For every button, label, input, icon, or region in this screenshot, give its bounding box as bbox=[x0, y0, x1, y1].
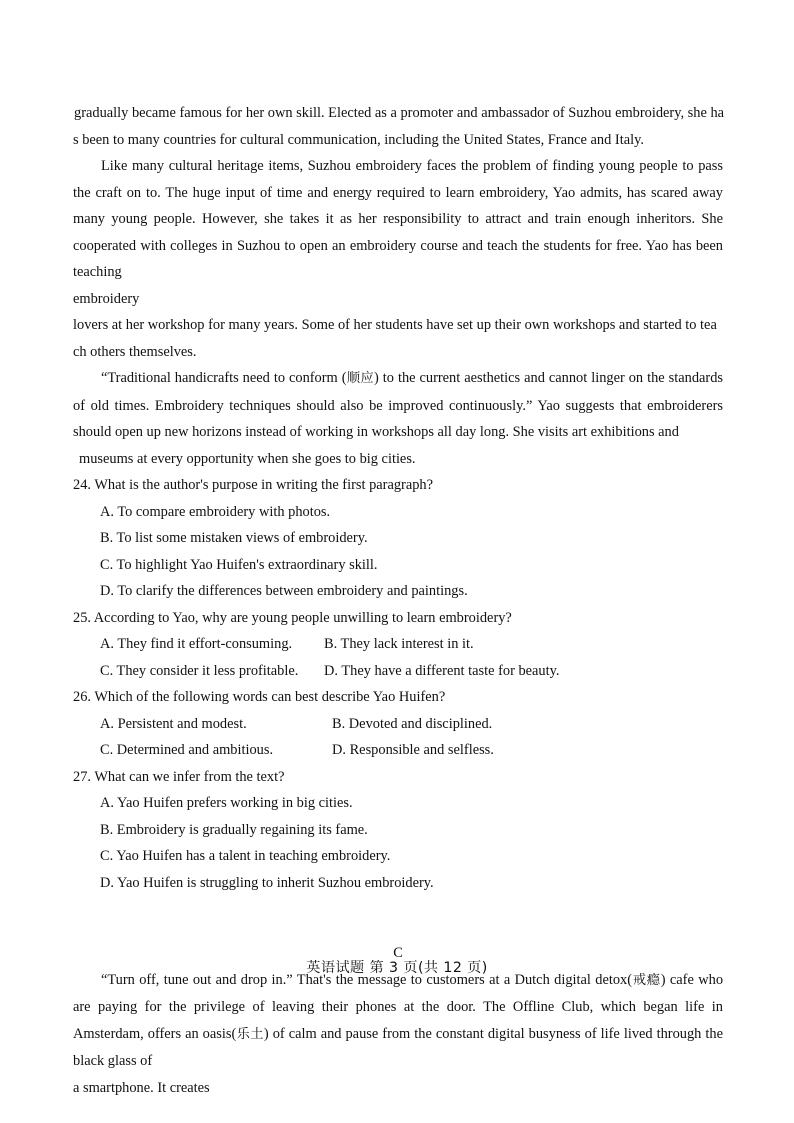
passage-c-part-3: ) of calm and pause from the constant digital busyness of life lived through the black glass of bbox=[73, 1025, 723, 1069]
passage-c-last-line: a smartphone. It creates bbox=[73, 1079, 210, 1096]
passage-b-paragraph-2-tail-line-1: lovers at her workshop for many years. Some of her students have set up their own workshops and started to tea bbox=[73, 317, 717, 333]
question-24-stem: 24. What is the author's purpose in writing the first paragraph? bbox=[73, 477, 434, 493]
passage-c-section-letter: C bbox=[393, 945, 403, 961]
question-24-option-b[interactable]: B. To list some mistaken views of embroidery. bbox=[100, 530, 368, 546]
question-26-options-row-1 bbox=[73, 711, 723, 738]
question-25-option-b[interactable]: B. They lack interest in it. bbox=[324, 636, 474, 652]
question-27-option-d[interactable]: D. Yao Huifen is struggling to inherit Suzhou embroidery. bbox=[100, 874, 434, 891]
passage-c-paragraph-1 bbox=[73, 967, 723, 1075]
question-24-options bbox=[73, 499, 723, 605]
question-25-option-d[interactable]: D. They have a different taste for beauty. bbox=[324, 662, 560, 679]
passage-c-part-2: ) cafe who are paying for the privilege of leaving their phones at the door. The Offline Club, which began life in Amsterdam, offers an oasis( bbox=[73, 971, 724, 1042]
question-27-option-b[interactable]: B. Embroidery is gradually regaining its fame. bbox=[100, 821, 368, 838]
passage-b-continuation-line-2: s been to many countries for cultural communication, including the United States, France and Italy. bbox=[73, 131, 644, 148]
question-25-option-c[interactable]: C. They consider it less profitable. bbox=[100, 662, 299, 679]
question-26-stem: 26. Which of the following words can best describe Yao Huifen? bbox=[73, 689, 446, 705]
question-25-options-row-2 bbox=[73, 658, 723, 685]
passage-b-paragraph-2-break-line: embroidery bbox=[73, 290, 140, 307]
gloss-jieyin: 戒瘾 bbox=[632, 972, 661, 988]
question-27-option-a[interactable]: A. Yao Huifen prefers working in big cities. bbox=[100, 795, 353, 811]
passage-b-paragraph-2: Like many cultural heritage items, Suzhou embroidery faces the problem of finding young people to pass the craft on to. The huge input of time and energy required to learn embroidery, Yao admits, has scared away many young people. However, she takes it as her responsibility to attract and train enough inheritors. She cooperated with colleges in Suzhou to open an embroidery course and teach the students for free. Yao has been teaching bbox=[73, 158, 723, 280]
question-24-option-d[interactable]: D. To clarify the differences between embroidery and paintings. bbox=[100, 583, 468, 599]
question-25-stem: 25. According to Yao, why are young people unwilling to learn embroidery? bbox=[73, 609, 512, 626]
question-26-option-a[interactable]: A. Persistent and modest. bbox=[100, 715, 247, 732]
footer-text: 英语试题 第 3 页(共 12 页) bbox=[306, 960, 488, 976]
question-25-options-row-1 bbox=[73, 631, 723, 658]
question-27-option-c[interactable]: C. Yao Huifen has a talent in teaching embroidery. bbox=[100, 848, 391, 864]
question-25-option-a[interactable]: A. They find it effort-consuming. bbox=[100, 636, 293, 652]
question-26-options bbox=[73, 711, 723, 764]
passage-b-paragraph-3-last-line: museums at every opportunity when she goes to big cities. bbox=[79, 450, 416, 467]
passage-c-part-1: “Turn off, tune out and drop in.” That's the message to customers at a Dutch digital detox( bbox=[101, 971, 633, 988]
passage-b-paragraph-3-part-3: She visits art exhibitions and bbox=[512, 424, 679, 440]
passage-b-paragraph-3-part-1: “Traditional handicrafts need to conform ( bbox=[101, 370, 347, 386]
gloss-shunying: 顺应 bbox=[346, 371, 375, 386]
passage-b-continuation-line-1: gradually became famous for her own skill. Elected as a promoter and ambassador of Suzhou embroidery, she ha bbox=[74, 105, 725, 121]
question-27-options bbox=[73, 790, 723, 896]
section-gap bbox=[73, 896, 723, 940]
page-footer bbox=[0, 957, 794, 977]
question-26-option-b[interactable]: B. Devoted and disciplined. bbox=[332, 715, 493, 732]
question-26-option-c[interactable]: C. Determined and ambitious. bbox=[100, 742, 274, 758]
question-24-option-a[interactable]: A. To compare embroidery with photos. bbox=[100, 503, 331, 520]
question-26-options-row-2 bbox=[73, 737, 723, 764]
passage-b-paragraph-2-tail-line-2: ch others themselves. bbox=[73, 343, 197, 360]
question-25-options bbox=[73, 631, 723, 684]
gloss-letu: 乐土 bbox=[236, 1026, 264, 1042]
question-24-option-c[interactable]: C. To highlight Yao Huifen's extraordinary skill. bbox=[100, 556, 378, 573]
passage-b-paragraph-3-part-2: ) to the current aesthetics and cannot linger on the standards of old times. Embroidery techniques should also be improved continuously.” Yao suggests that embroiderers should open up new horizons instead of working in workshops all day long. bbox=[73, 370, 724, 440]
passage-b-paragraph-3 bbox=[73, 365, 723, 446]
question-27-stem: 27. What can we infer from the text? bbox=[73, 768, 285, 785]
page-content bbox=[73, 100, 723, 1101]
question-26-option-d[interactable]: D. Responsible and selfless. bbox=[332, 742, 494, 758]
